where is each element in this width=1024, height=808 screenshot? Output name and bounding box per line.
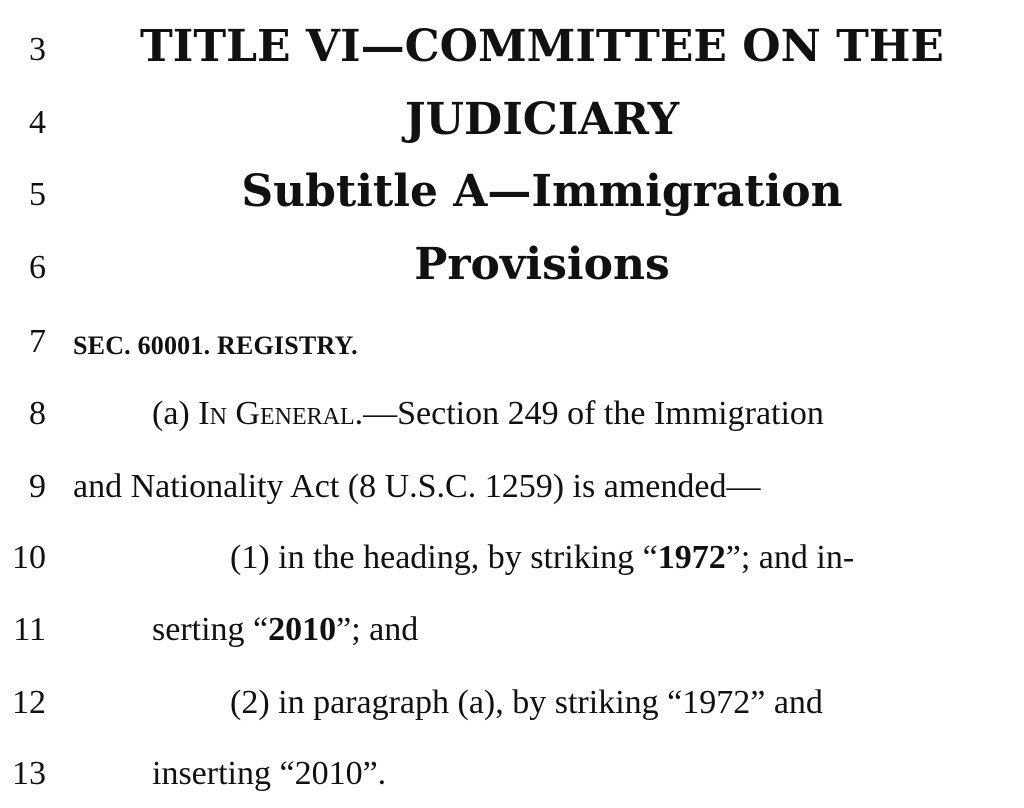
line-number: 8 [29,395,46,432]
paragraph-2-continued: inserting “2010”. [152,755,387,792]
subsection-lead [152,394,824,434]
line-number: 6 [29,249,46,286]
subtitle-heading-part1: Subtitle A—Immigration [241,166,843,217]
paragraph-1-cont-start: serting “ [152,611,269,648]
paragraph-1-continued [152,610,1008,650]
paragraph-1-text-start: (1) in the heading, by striking “ [230,539,658,576]
line-number: 7 [29,323,46,360]
paragraph-1-cont-end: ”; and [336,611,419,648]
paragraph-1-text-end: ”; and in- [725,539,855,576]
section-heading: SEC. 60001. REGISTRY. [73,331,358,360]
struck-year-heading: 1972 [657,539,726,576]
paragraph-2-line: (2) in paragraph (a), by striking “1972” and [230,684,823,721]
line-number: 13 [12,755,46,792]
line-number: 10 [12,539,46,576]
paragraph-1-line [230,538,1008,578]
inserted-year-heading: 2010 [268,611,337,648]
subsection-a-line [152,394,1008,434]
subsection-label: (a) [152,395,190,432]
subtitle-heading-part2: Provisions [414,239,670,290]
subsection-text-continued: and Nationality Act (8 U.S.C. 1259) is amended— [73,468,761,505]
line-number: 5 [29,176,46,213]
subsection-text-start: .—Section 249 of the Immigration [354,395,824,432]
title-heading-part1: TITLE VI—COMMITTEE ON THE [140,21,944,72]
line-number: 3 [29,31,46,68]
line-number: 9 [29,468,46,505]
line-number: 11 [13,611,46,648]
line-number: 4 [29,104,46,141]
line-number: 12 [12,684,46,721]
title-heading-part2: JUDICIARY [404,94,680,145]
subsection-heading: In General [198,395,355,432]
